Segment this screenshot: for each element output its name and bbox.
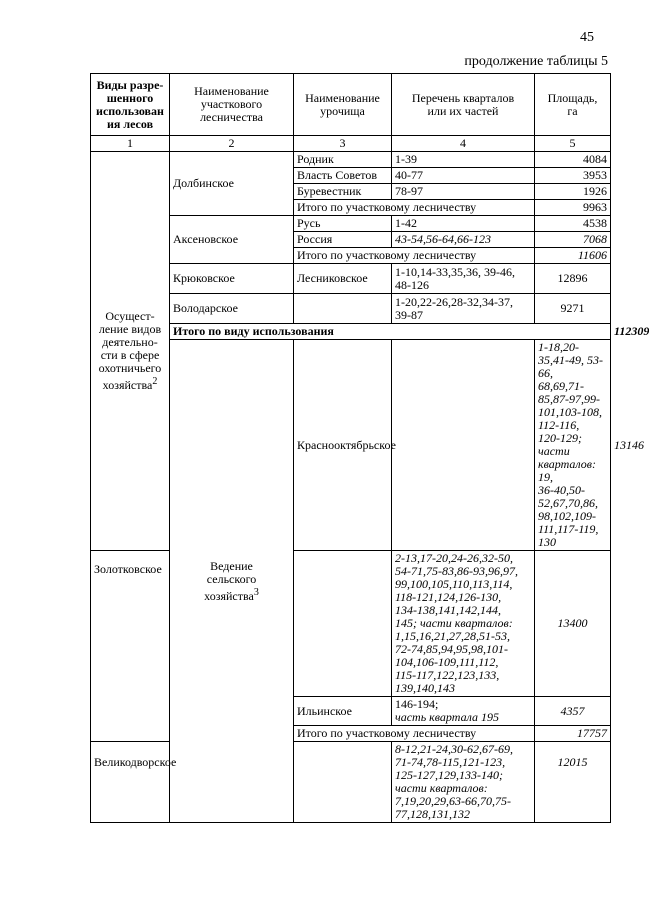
quarters: 1-10,14-33,35,36, 39-46, 48-126 [392,264,535,294]
tract-name: Русь [294,216,392,232]
subtotal-area: 11606 [535,248,611,264]
area: 13400 [535,551,611,697]
district-volodarskoe: Володарское [170,294,294,324]
forest-use-table [90,73,649,823]
use-type-label: Осущест- ление видов деятельно- сти в сфере охотничьего хозяйства [98,309,162,392]
subtotal-label: Итого по участковому лесничеству [294,200,535,216]
tract-name [392,340,535,551]
district-kryukovskoe: Крюковское [170,264,294,294]
use-total-row: Итого по виду использования 112309 [91,324,611,340]
table-row [91,551,611,697]
district-krasnooktyabrskoe: Краснооктябрьское [294,340,392,551]
subtotal-label: Итого по участковому лесничеству [294,248,535,264]
quarters: 43-54,56-64,66-123 [392,232,535,248]
table-row [91,742,611,823]
district-dolbinskoe: Долбинское [170,152,294,216]
tract-name: Буревестник [294,184,392,200]
header-use-type: Виды разре- шенного использован ия лесов [91,74,170,136]
area: 4084 [535,152,611,168]
header-quarters: Перечень кварталов или их частей [392,74,535,136]
area: 7068 [535,232,611,248]
area: 12015 [535,742,611,823]
quarters-plain: 146-194; [395,697,439,711]
tract-name: Россия [294,232,392,248]
district-aksenovskoe: Аксеновское [170,216,294,264]
quarters: 2-13,17-20,24-26,32-50, 54-71,75-83,86-93,96,97, 99,100,105,110,113,114, 118-121,124,126-130, 134-138,141,142,144, 145; части кварталов: 1,15,16,21,27,28,51-53, 72-74,85,94,95,98,101- 104,106-109,111,112, 115-117,122,123,133, 139,140,143 [392,551,535,697]
quarters: 1-42 [392,216,535,232]
col-number: 5 [535,136,611,152]
col-number: 2 [170,136,294,152]
quarters: 40-77 [392,168,535,184]
table-row [91,152,611,168]
header-tract: Наименование урочища [294,74,392,136]
tract-name: Лесниковское [294,264,392,294]
quarters: 1-20,22-26,28-32,34-37, 39-87 [392,294,535,324]
area: 3953 [535,168,611,184]
quarters: 78-97 [392,184,535,200]
subtotal-area: 17757 [535,726,611,742]
header-district: Наименование участкового лесничества [170,74,294,136]
tract-name [294,551,392,697]
table-row: Ведение сельского хозяйства$^3$ Краснооктябрьское 1-18,20-35,41-49, 53-66, 68,69,71-85,87-97,99- 101,103-108, 112-116, 120-129; части кварталов: 19, 36-40,50-52,67,70,86, 98,102,109-111,117-119, 130 13146 [91,340,611,551]
col-number: 4 [392,136,535,152]
area: 4538 [535,216,611,232]
tract-name [294,294,392,324]
area: 9271 [535,294,611,324]
district-velikodvorskoe: Великодворское [91,742,170,823]
use-type-hunting [91,152,170,551]
use-total-label: Итого по виду использования [170,324,611,340]
footnote-mark: 2 [152,376,158,387]
tract-name [294,742,392,823]
area: 1926 [535,184,611,200]
footnote-mark: 3 [253,586,259,598]
quarters: 8-12,21-24,30-62,67-69, 71-74,78-115,121-123, 125-127,129,133-140; части кварталов: 7,19,20,29,63-66,70,75- 77,128,131,132 [392,742,535,823]
tract-name: Родник [294,152,392,168]
area: 4357 [535,697,611,726]
column-number-row [91,136,611,152]
area: 12896 [535,264,611,294]
page-number: 45 [580,30,594,45]
tract-name: Ильинское [294,697,392,726]
quarters [392,697,535,726]
col-number: 3 [294,136,392,152]
header-area: Площадь, га [535,74,611,136]
quarters: 1-39 [392,152,535,168]
tract-name: Власть Советов [294,168,392,184]
quarters: 1-18,20-35,41-49, 53-66, 68,69,71-85,87-97,99- 101,103-108, 112-116, 120-129; части кварталов: 19, 36-40,50-52,67,70,86, 98,102,109-111,117-119, 130 [535,340,611,551]
use-type-label: Ведение сельского хозяйства [204,558,257,603]
subtotal-area: 9963 [535,200,611,216]
header-row [91,74,611,136]
subtotal-label: Итого по участковому лесничеству [294,726,535,742]
quarters-italic: часть квартала 195 [395,710,499,724]
use-type-agriculture [170,340,294,823]
col-number: 1 [91,136,170,152]
table-continuation-label: продолжение таблицы 5 [464,54,608,69]
district-zolotkovskoe: Золотковское [91,551,170,742]
